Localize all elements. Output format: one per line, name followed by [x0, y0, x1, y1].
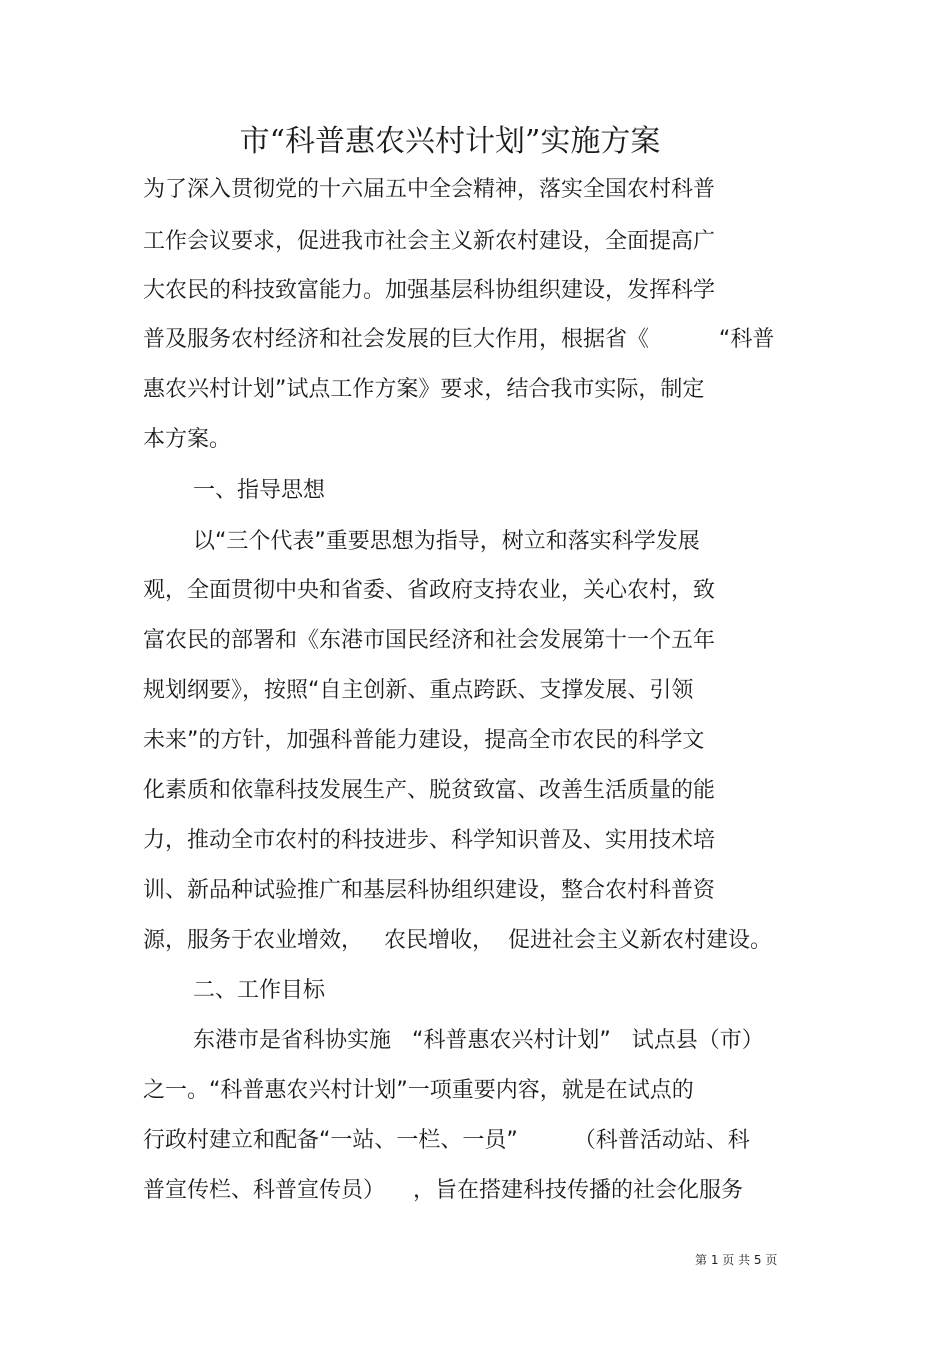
page-number: 第 1 页 共 5 页 [695, 1253, 778, 1267]
paragraph-line: 力，推动全市农村的科技进步、科学知识普及、实用技术培 [143, 828, 716, 853]
document-title: 市“科普惠农兴村计划”实施方案 [239, 124, 661, 159]
paragraph-line: 之一。“科普惠农兴村计划”一项重要内容，就是在试点的 [143, 1078, 694, 1103]
paragraph-line: 未来”的方针，加强科普能力建设，提高全市农民的科学文 [143, 728, 705, 753]
paragraph-line: 普及服务农村经济和社会发展的巨大作用，根据省《 “科普 [143, 327, 775, 352]
section-heading: 一、指导思想 [193, 478, 326, 503]
paragraph-line: 大农民的科技致富能力。加强基层科协组织建设，发挥科学 [143, 278, 716, 303]
paragraph-line: 富农民的部署和《东港市国民经济和社会发展第十一个五年 [143, 628, 716, 653]
section-heading: 二、工作目标 [193, 978, 326, 1003]
paragraph-line: 工作会议要求，促进我市社会主义新农村建设，全面提高广 [143, 229, 716, 254]
paragraph-line: 行政村建立和配备“一站、一栏、一员” （科普活动站、科 [143, 1128, 750, 1153]
paragraph-line: 化素质和依靠科技发展生产、脱贫致富、改善生活质量的能 [143, 778, 716, 803]
paragraph-line: 观，全面贯彻中央和省委、省政府支持农业，关心农村，致 [143, 578, 716, 603]
paragraph-line: 东港市是省科协实施 “科普惠农兴村计划” 试点县（市） [193, 1028, 764, 1053]
paragraph-line: 为了深入贯彻党的十六届五中全会精神，落实全国农村科普 [143, 177, 716, 202]
paragraph-line: 源，服务于农业增效， 农民增收， 促进社会主义新农村建设。 [143, 928, 772, 953]
paragraph-line: 以“三个代表”重要思想为指导，树立和落实科学发展 [193, 529, 700, 554]
paragraph-line: 训、新品种试验推广和基层科协组织建设，整合农村科普资 [143, 878, 716, 903]
paragraph-line: 惠农兴村计划”试点工作方案》要求，结合我市实际，制定 [143, 377, 705, 402]
paragraph-line: 本方案。 [143, 427, 232, 452]
paragraph-line: 普宣传栏、科普宣传员） ，旨在搭建科技传播的社会化服务 [143, 1178, 743, 1203]
paragraph-line: 规划纲要》，按照“自主创新、重点跨跃、支撑发展、引领 [143, 678, 694, 703]
